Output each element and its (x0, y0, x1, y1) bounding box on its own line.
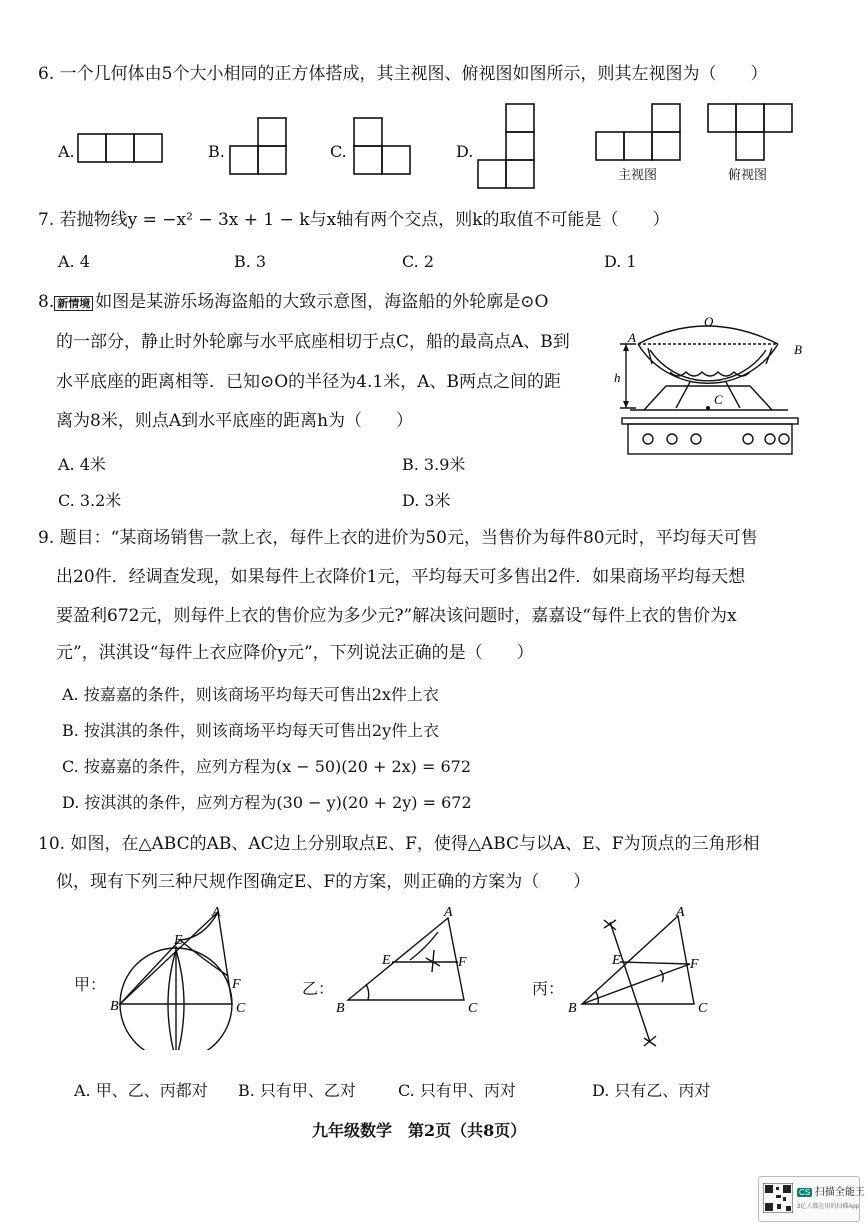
q10-jia-label-f: F (232, 977, 241, 992)
scanner-logo: CS (799, 1188, 811, 1197)
q10-bing-label-c: C (698, 1001, 708, 1016)
q10-option-c: C. 只有甲、丙对 (398, 1081, 516, 1100)
q8-text-1: 如图是某游乐场海盗船的大致示意图，海盗船的外轮廓是⊙O (95, 292, 549, 312)
scanner-watermark (758, 1176, 865, 1222)
q6-main-view-figure (594, 102, 684, 164)
q10-option-d: D. 只有乙、丙对 (592, 1081, 711, 1100)
q6-top-view-label: 俯视图 (728, 168, 768, 183)
page-footer: 九年级数学 第2页（共8页） (312, 1121, 527, 1140)
q6-option-d-label: D. (456, 142, 474, 161)
q8-option-d: D. 3米 (402, 491, 451, 510)
q10-label-bing: 丙： (532, 979, 565, 998)
q10-line-2: 似，现有下列三种尺规作图确定E、F的方案，则正确的方案为（ ） (56, 872, 591, 892)
q8-label-b: B (794, 342, 802, 357)
q10-figure-jia (104, 900, 264, 1050)
q10-yi-label-c: C (468, 1001, 478, 1016)
q10-bing-label-e: E (612, 953, 621, 968)
q7-option-d: D. 1 (604, 252, 637, 271)
q6-stem: 6. 一个几何体由5个大小相同的正方体搭成，其主视图、俯视图如图所示，则其左视图为（ ） (38, 64, 768, 84)
q9-line-2: 出20件．经调查发现，如果每件上衣降价1元，平均每天可多售出2件．如果商场平均每天想 (56, 567, 746, 587)
scanner-brand (797, 1183, 865, 1198)
q8-line-4: 离为8米，则点A到水平底座的距离h为（ ） (56, 411, 414, 431)
q10-jia-label-a: A (212, 905, 221, 920)
q6-option-c-figure (352, 116, 414, 178)
q8-line-3: 水平底座的距离相等．已知⊙O的半径为4.1米，A、B两点之间的距 (56, 372, 561, 392)
scanner-slogan: 3亿人都在用的扫描App (797, 1204, 860, 1210)
q10-yi-label-b: B (336, 1001, 345, 1016)
q8-label-o: O (704, 314, 714, 329)
q9-line-3: 要盈利672元，则每件上衣的售价应为多少元?”解决该问题时，嘉嘉设“每件上衣的售价为x (56, 606, 737, 626)
q6-option-b-figure (228, 116, 290, 178)
q8-pirate-ship-figure (600, 308, 810, 468)
q10-jia-label-c: C (236, 1001, 246, 1016)
q9-option-b: B. 按淇淇的条件，则该商场平均每天可售出2y件上衣 (62, 721, 440, 740)
q7-stem: 7. 若抛物线y = −x² − 3x + 1 − k与x轴有两个交点，则k的取值不可能是（ ） (38, 210, 670, 230)
q10-bing-label-b: B (568, 1001, 577, 1016)
q6-main-view-label: 主视图 (618, 168, 658, 183)
q10-line-1: 10. 如图，在△ABC的AB、AC边上分别取点E、F，使得△ABC与以A、E、F为顶点的三角形相 (38, 834, 760, 854)
q10-yi-label-e: E (382, 953, 391, 968)
scanner-brand-name: 扫描全能王 (814, 1187, 865, 1198)
q6-option-d-figure (476, 102, 538, 192)
q10-figure-yi (330, 900, 490, 1020)
q10-yi-label-a: A (444, 905, 453, 920)
q8-option-c: C. 3.2米 (58, 491, 122, 510)
q8-line-2: 的一部分，静止时外轮廓与水平底座相切于点C，船的最高点A、B到 (56, 332, 570, 352)
q8-line-1 (38, 292, 548, 312)
qr-code-icon (763, 1183, 793, 1213)
q9-option-a: A. 按嘉嘉的条件，则该商场平均每天可售出2x件上衣 (62, 685, 439, 704)
q8-new-context-badge: 新情境 (54, 296, 93, 311)
q8-number: 8. (38, 292, 55, 312)
q9-option-c: C. 按嘉嘉的条件，应列方程为(x − 50)(20 + 2x) = 672 (62, 757, 472, 776)
q10-option-b: B. 只有甲、乙对 (238, 1081, 356, 1100)
q8-option-b: B. 3.9米 (402, 455, 466, 474)
q10-label-yi: 乙： (302, 979, 335, 998)
q7-option-a: A. 4 (58, 252, 90, 271)
q10-jia-label-b: B (110, 999, 119, 1014)
q6-top-view-figure (706, 102, 796, 164)
q10-option-a: A. 甲、乙、丙都对 (74, 1081, 208, 1100)
q10-bing-label-a: A (676, 905, 685, 920)
q10-yi-label-f: F (458, 955, 467, 970)
q7-option-b: B. 3 (234, 252, 267, 271)
q9-option-d: D. 按淇淇的条件，应列方程为(30 − y)(20 + 2y) = 672 (62, 793, 472, 812)
q9-line-1: 9. 题目：“某商场销售一款上衣，每件上衣的进价为50元，当售价为每件80元时，平均每天可售 (38, 528, 758, 548)
q10-figure-bing (564, 900, 734, 1050)
q8-option-a: A. 4米 (58, 455, 106, 474)
q10-bing-label-f: F (690, 957, 699, 972)
q6-option-a-figure (76, 132, 166, 164)
q7-option-c: C. 2 (402, 252, 435, 271)
q8-label-h: h (614, 370, 621, 385)
q6-option-b-label: B. (208, 142, 225, 161)
q10-label-jia: 甲： (74, 975, 107, 994)
q6-option-c-label: C. (330, 142, 347, 161)
q9-line-4: 元”，淇淇设“每件上衣应降价y元”，下列说法正确的是（ ） (56, 643, 534, 663)
q6-option-a-label: A. (58, 142, 75, 161)
q8-label-a: A (628, 330, 636, 345)
q10-jia-label-e: E (174, 933, 183, 948)
q8-label-c: C (714, 392, 723, 407)
